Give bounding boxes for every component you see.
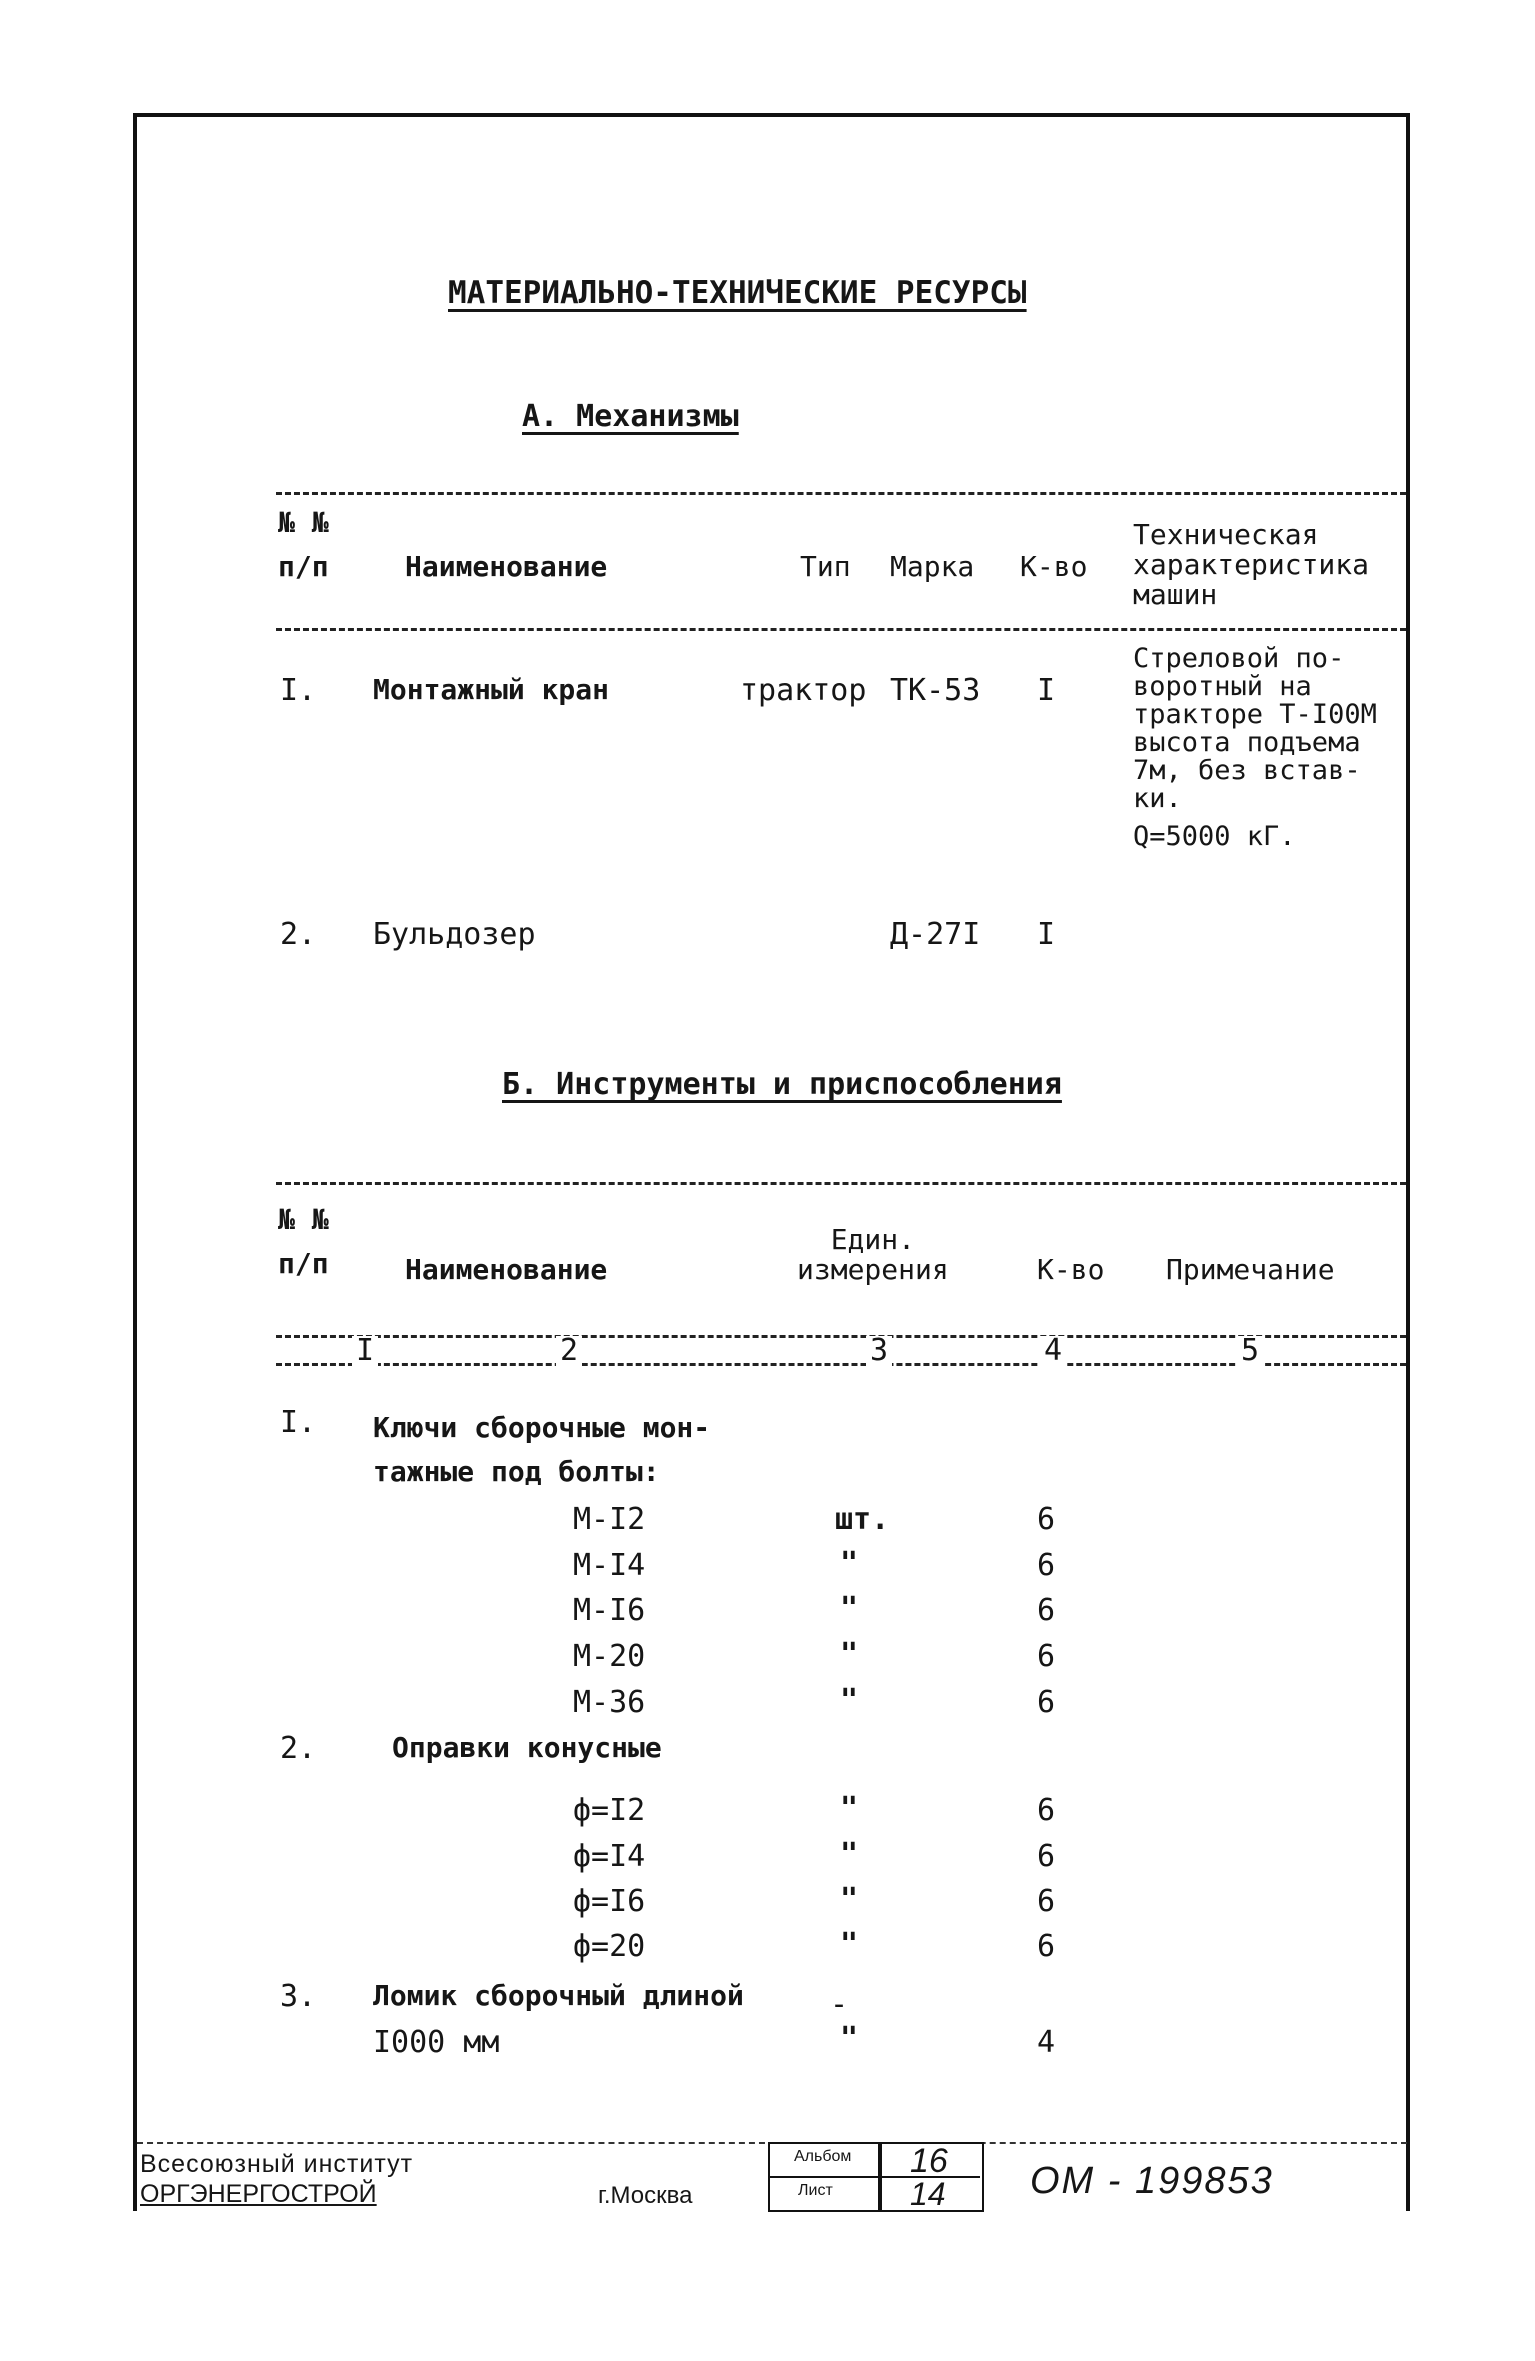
stamp-doc-number: ОМ - 199853: [1030, 2160, 1274, 2202]
b-row-3-name: Ломик сборочный длиной: [373, 1979, 744, 2012]
b-qty-f12: 6: [1037, 1793, 1056, 1828]
b-unit-f20: ": [840, 1927, 859, 1962]
col-b-name-header: Наименование: [405, 1253, 608, 1286]
col-tech-header: Техническая характеристика машин: [1133, 518, 1370, 611]
row-1-qty: I: [1037, 673, 1056, 708]
table-a-top-rule: [276, 492, 1406, 495]
row-2-name: Бульдозер: [373, 917, 536, 952]
stamp-city: г.Москва: [598, 2182, 693, 2209]
b-sub-f20: ф=20: [573, 1929, 646, 1964]
b-unit-f12: ": [840, 1791, 859, 1826]
b-unit-m14: ": [840, 1546, 859, 1581]
frame-left-border: [133, 113, 137, 2211]
stamp-sheet-value: 14: [910, 2176, 946, 2212]
b-unit-1000mm: ": [840, 2021, 859, 2056]
b-qty-m36: 6: [1037, 1685, 1056, 1720]
b-row-1-name: Ключи сборочные мон- тажные под болты:: [373, 1411, 711, 1488]
col-qty-header: К-во: [1020, 550, 1088, 583]
b-sub-m12: М-I2: [573, 1502, 646, 1537]
col-number-2: 2: [556, 1336, 582, 1366]
col-b-num-header: № № п/п: [278, 1203, 329, 1280]
b-unit-m12: шт.: [835, 1502, 890, 1537]
b-sub-f16: ф=I6: [573, 1884, 646, 1919]
row-1-type: трактор: [740, 673, 867, 708]
b-sub-m16: М-I6: [573, 1593, 646, 1628]
col-num-header: № № п/п: [278, 506, 329, 583]
b-qty-m14: 6: [1037, 1548, 1056, 1583]
col-name-header: Наименование: [405, 550, 608, 583]
col-type-header: Тип: [800, 550, 851, 583]
col-brand-header: Марка: [890, 550, 975, 583]
section-b-heading: Б. Инструменты и приспособления: [502, 1067, 1062, 1102]
b-sub-f14: ф=I4: [573, 1839, 646, 1874]
row-1-tech: Стреловой по- воротный на тракторе Т-I00М высота подъема 7м, без встав- ки. Q=5000 кГ.: [1133, 643, 1377, 852]
table-a-header-rule: [276, 628, 1406, 631]
frame-right-border: [1406, 113, 1410, 2211]
row-2-brand: Д-27I: [890, 917, 981, 952]
col-number-5: 5: [1237, 1336, 1263, 1366]
b-qty-f14: 6: [1037, 1839, 1056, 1874]
row-1-name: Монтажный кран: [373, 673, 610, 706]
stamp-org-line2: ОРГЭНЕРГОСТРОЙ: [140, 2180, 377, 2208]
b-unit-m20: ": [840, 1637, 859, 1672]
b-sub-m36: М-36: [573, 1685, 646, 1720]
col-number-4: 4: [1040, 1336, 1066, 1366]
section-a-heading: А. Механизмы: [522, 399, 739, 434]
row-2-qty: I: [1037, 917, 1056, 952]
stamp-org-line1: Всесоюзный институт: [140, 2150, 414, 2178]
b-qty-m20: 6: [1037, 1639, 1056, 1674]
col-b-unit-header: Един. измерения: [797, 1223, 949, 1286]
b-unit-m16: ": [840, 1591, 859, 1626]
col-number-3: 3: [866, 1336, 892, 1366]
table-b-top-rule: [276, 1182, 1406, 1185]
col-number-1: I: [352, 1336, 378, 1366]
b-row-2-num: 2.: [280, 1731, 317, 1766]
col-b-qty-header: К-во: [1037, 1253, 1105, 1286]
row-2-num: 2.: [280, 917, 317, 952]
b-unit-f14: ": [840, 1837, 859, 1872]
b-sub-m14: М-I4: [573, 1548, 646, 1583]
stamp-album-value: 16: [910, 2142, 948, 2180]
b-sub-1000mm: I000 мм: [373, 2025, 500, 2060]
b-qty-1000mm: 4: [1037, 2025, 1056, 2060]
b-unit-m36: ": [840, 1683, 859, 1718]
b-qty-m16: 6: [1037, 1593, 1056, 1628]
row-1-brand: ТК-53: [890, 673, 981, 708]
frame-top-border: [133, 113, 1410, 117]
b-row-2-name: Оправки конусные: [392, 1731, 662, 1764]
b-qty-f16: 6: [1037, 1884, 1056, 1919]
row-1-num: I.: [280, 673, 317, 708]
page-title: МАТЕРИАЛЬНО-ТЕХНИЧЕСКИЕ РЕСУРСЫ: [448, 275, 1027, 311]
b-row-1-num: I.: [280, 1405, 317, 1440]
b-qty-m12: 6: [1037, 1502, 1056, 1537]
stamp-label-album: Альбом: [794, 2148, 852, 2165]
b-row-3-num: 3.: [280, 1979, 317, 2014]
b-sub-f12: ф=I2: [573, 1793, 646, 1828]
b-unit-f16: ": [840, 1882, 859, 1917]
b-sub-m20: М-20: [573, 1639, 646, 1674]
col-b-note-header: Примечание: [1166, 1253, 1335, 1286]
b-qty-f20: 6: [1037, 1929, 1056, 1964]
b-unit-row3: -: [830, 1987, 849, 2022]
stamp-label-sheet: Лист: [798, 2182, 833, 2199]
